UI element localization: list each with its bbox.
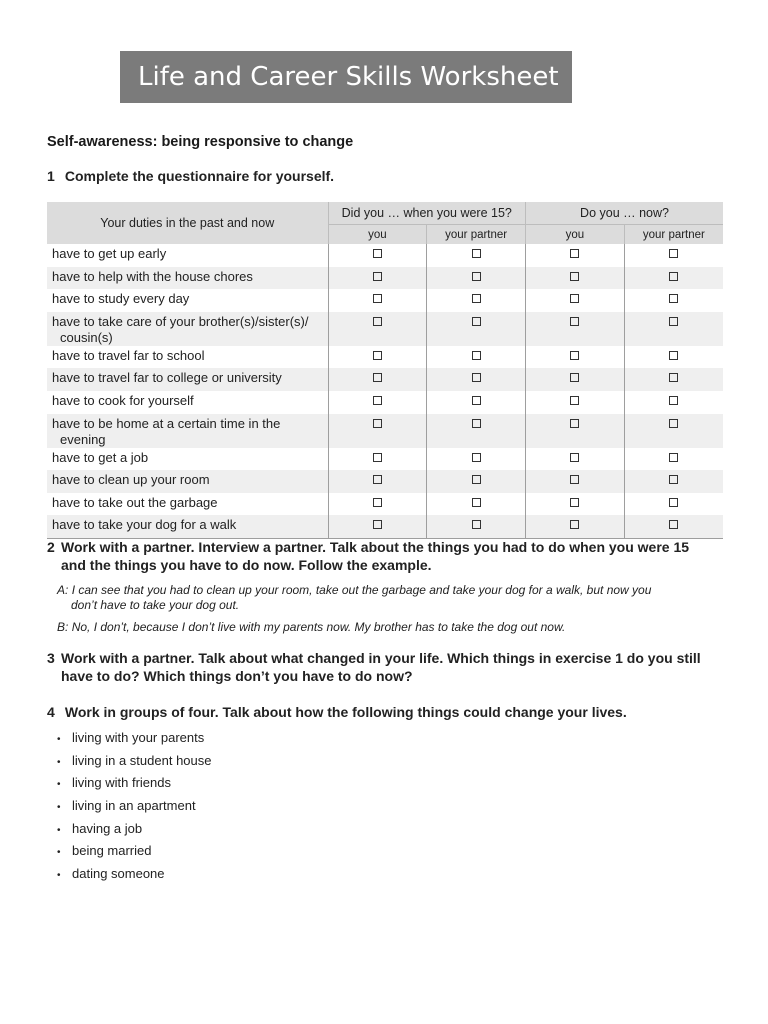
checkbox-cell-now-partner bbox=[624, 244, 723, 267]
checkbox-cell-now-you bbox=[526, 470, 625, 493]
exercise-text-line2: and the things you have to do now. Follow the example. bbox=[61, 557, 432, 573]
checkbox-cell-now-you bbox=[526, 368, 625, 391]
table-row bbox=[47, 267, 723, 290]
checkbox-cell-past-you bbox=[328, 391, 427, 414]
duty-label bbox=[47, 515, 328, 538]
exercise-text-line2: have to do? Which things don’t you have to do now? bbox=[61, 668, 413, 684]
checkbox-now-partner[interactable] bbox=[669, 294, 678, 303]
checkbox-cell-now-you bbox=[526, 267, 625, 290]
list-item-text: being married bbox=[72, 843, 152, 859]
checkbox-now-partner[interactable] bbox=[669, 272, 678, 281]
checkbox-past-partner[interactable] bbox=[472, 294, 481, 303]
example-b-line1: No, I don’t, because I don’t live with my parents now. My brother has to take the dog out now. bbox=[71, 620, 566, 634]
duty-label bbox=[47, 346, 328, 369]
checkbox-cell-now-partner bbox=[624, 267, 723, 290]
checkbox-past-partner[interactable] bbox=[472, 520, 481, 529]
worksheet-title: Life and Career Skills Worksheet bbox=[120, 51, 572, 103]
checkbox-cell-now-partner bbox=[624, 312, 723, 346]
list-item bbox=[57, 796, 211, 819]
table-row bbox=[47, 515, 723, 538]
table-row bbox=[47, 493, 723, 516]
checkbox-cell-past-you bbox=[328, 346, 427, 369]
checkbox-cell-now-you bbox=[526, 414, 625, 448]
checkbox-now-you[interactable] bbox=[570, 498, 579, 507]
duties-column-header: Your duties in the past and now bbox=[47, 202, 328, 244]
duty-label bbox=[47, 267, 328, 290]
section-heading: Self-awareness: being responsive to change bbox=[47, 134, 354, 150]
checkbox-cell-past-you bbox=[328, 289, 427, 312]
questionnaire-table bbox=[47, 202, 723, 539]
bullet-icon: • bbox=[57, 779, 61, 791]
duty-label bbox=[47, 312, 328, 346]
checkbox-cell-now-partner bbox=[624, 470, 723, 493]
table-row bbox=[47, 289, 723, 312]
checkbox-cell-now-partner bbox=[624, 368, 723, 391]
duty-label bbox=[47, 414, 328, 448]
checkbox-past-you[interactable] bbox=[373, 351, 382, 360]
checkbox-cell-now-you bbox=[526, 312, 625, 346]
checkbox-cell-now-partner bbox=[624, 289, 723, 312]
checkbox-cell-now-partner bbox=[624, 493, 723, 516]
example-a-line1: I can see that you had to clean up your room, take out the garbage and take your dog for a walk, but now you bbox=[71, 583, 652, 597]
exercise-2 bbox=[47, 538, 737, 574]
checkbox-cell-past-partner bbox=[427, 346, 526, 369]
checkbox-cell-past-you bbox=[328, 312, 427, 346]
past-you-header: you bbox=[328, 225, 427, 245]
checkbox-now-you[interactable] bbox=[570, 396, 579, 405]
duty-label bbox=[47, 289, 328, 312]
example-b bbox=[57, 620, 717, 635]
list-item bbox=[57, 819, 211, 842]
checkbox-past-partner[interactable] bbox=[472, 373, 481, 382]
checkbox-cell-past-you bbox=[328, 448, 427, 471]
checkbox-past-you[interactable] bbox=[373, 396, 382, 405]
bullet-icon: • bbox=[57, 756, 61, 768]
exercise-text: Work in groups of four. Talk about how the following things could change your lives. bbox=[64, 704, 627, 720]
duty-label bbox=[47, 244, 328, 267]
list-item-text: living with friends bbox=[72, 775, 171, 791]
bullet-icon: • bbox=[57, 847, 61, 859]
checkbox-now-partner[interactable] bbox=[669, 419, 678, 428]
exercise-number: 2 bbox=[47, 539, 55, 555]
checkbox-now-partner[interactable] bbox=[669, 453, 678, 462]
list-item-text: living in an apartment bbox=[72, 798, 196, 814]
table-row bbox=[47, 346, 723, 369]
example-a-line2: don’t have to take your dog out. bbox=[71, 598, 240, 612]
list-item bbox=[57, 841, 211, 864]
checkbox-cell-past-partner bbox=[427, 267, 526, 290]
checkbox-now-partner[interactable] bbox=[669, 396, 678, 405]
checkbox-past-partner[interactable] bbox=[472, 249, 481, 258]
checkbox-now-you[interactable] bbox=[570, 249, 579, 258]
duty-label-line1: have to clean up your room bbox=[52, 472, 210, 488]
checkbox-past-you[interactable] bbox=[373, 475, 382, 484]
duty-label-line1: have to help with the house chores bbox=[52, 268, 253, 284]
exercise-3 bbox=[47, 649, 737, 685]
checkbox-past-partner[interactable] bbox=[472, 475, 481, 484]
checkbox-cell-now-you bbox=[526, 515, 625, 538]
checkbox-past-you[interactable] bbox=[373, 498, 382, 507]
checkbox-past-partner[interactable] bbox=[472, 351, 481, 360]
duty-label-line1: have to travel far to school bbox=[52, 347, 205, 363]
list-item-text: dating someone bbox=[72, 866, 165, 882]
table-row bbox=[47, 448, 723, 471]
checkbox-now-you[interactable] bbox=[570, 419, 579, 428]
bullet-icon: • bbox=[57, 802, 61, 814]
checkbox-cell-now-you bbox=[526, 493, 625, 516]
checkbox-now-you[interactable] bbox=[570, 317, 579, 326]
now-partner-header: your partner bbox=[624, 225, 723, 245]
checkbox-past-partner[interactable] bbox=[472, 498, 481, 507]
checkbox-cell-now-partner bbox=[624, 515, 723, 538]
duty-label bbox=[47, 470, 328, 493]
exercise-text: Complete the questionnaire for yourself. bbox=[64, 168, 335, 184]
list-item-text: having a job bbox=[72, 820, 143, 836]
checkbox-cell-now-partner bbox=[624, 346, 723, 369]
checkbox-now-partner[interactable] bbox=[669, 317, 678, 326]
duty-label-line1: have to travel far to college or university bbox=[52, 370, 282, 386]
exercise-text-line1: Work with a partner. Talk about what changed in your life. Which things in exercise 1 do you still bbox=[61, 650, 701, 666]
checkbox-cell-past-partner bbox=[427, 515, 526, 538]
table-row bbox=[47, 312, 723, 346]
example-a bbox=[57, 583, 717, 613]
now-you-header: you bbox=[526, 225, 625, 245]
duty-label bbox=[47, 493, 328, 516]
list-item bbox=[57, 864, 211, 887]
checkbox-cell-past-you bbox=[328, 493, 427, 516]
checkbox-past-you[interactable] bbox=[373, 317, 382, 326]
duty-label-line2: cousin(s) bbox=[60, 329, 113, 345]
checkbox-cell-now-partner bbox=[624, 448, 723, 471]
checkbox-cell-past-you bbox=[328, 267, 427, 290]
checkbox-now-you[interactable] bbox=[570, 272, 579, 281]
table-row bbox=[47, 391, 723, 414]
list-item bbox=[57, 773, 211, 796]
checkbox-past-partner[interactable] bbox=[472, 419, 481, 428]
bullet-icon: • bbox=[57, 734, 61, 745]
exercise-text-line1: Work with a partner. Interview a partner. Talk about the things you had to do when you were 15 bbox=[61, 539, 690, 555]
checkbox-now-partner[interactable] bbox=[669, 475, 678, 484]
past-partner-header: your partner bbox=[427, 225, 526, 245]
speaker-a-label: A: bbox=[57, 583, 69, 597]
checkbox-past-you[interactable] bbox=[373, 453, 382, 462]
duty-label-line1: have to study every day bbox=[52, 291, 190, 307]
checkbox-cell-past-partner bbox=[427, 391, 526, 414]
duty-label bbox=[47, 448, 328, 471]
checkbox-cell-now-partner bbox=[624, 414, 723, 448]
checkbox-now-you[interactable] bbox=[570, 520, 579, 529]
duty-label bbox=[47, 391, 328, 414]
now-group-header: Do you … now? bbox=[526, 202, 724, 225]
duty-label-line1: have to take care of your brother(s)/sister(s)/ bbox=[52, 313, 309, 329]
duty-label bbox=[47, 368, 328, 391]
checkbox-now-you[interactable] bbox=[570, 351, 579, 360]
past-group-header: Did you … when you were 15? bbox=[328, 202, 526, 225]
checkbox-cell-past-you bbox=[328, 515, 427, 538]
checkbox-cell-now-partner bbox=[624, 391, 723, 414]
checkbox-past-partner[interactable] bbox=[472, 396, 481, 405]
checkbox-cell-now-you bbox=[526, 448, 625, 471]
speaker-b-label: B: bbox=[57, 620, 69, 634]
checkbox-now-partner[interactable] bbox=[669, 498, 678, 507]
checkbox-cell-past-partner bbox=[427, 368, 526, 391]
duty-label-line2: evening bbox=[60, 431, 106, 447]
checkbox-cell-now-you bbox=[526, 391, 625, 414]
duty-label-line1: have to get up early bbox=[52, 246, 167, 261]
duty-label-line1: have to get a job bbox=[52, 449, 149, 465]
list-item bbox=[57, 728, 211, 751]
exercise-number: 4 bbox=[47, 704, 55, 720]
checkbox-past-you[interactable] bbox=[373, 249, 382, 258]
checkbox-cell-past-you bbox=[328, 244, 427, 267]
duty-label-line1: have to take out the garbage bbox=[52, 494, 218, 510]
list-item bbox=[57, 751, 211, 774]
duty-label-line1: have to take your dog for a walk bbox=[52, 517, 237, 533]
checkbox-now-you[interactable] bbox=[570, 453, 579, 462]
exercise-4 bbox=[47, 703, 737, 721]
table-row bbox=[47, 470, 723, 493]
exercise-number: 1 bbox=[47, 168, 55, 184]
exercise-1 bbox=[47, 167, 737, 185]
checkbox-cell-now-you bbox=[526, 289, 625, 312]
checkbox-now-you[interactable] bbox=[570, 475, 579, 484]
checkbox-now-partner[interactable] bbox=[669, 351, 678, 360]
checkbox-past-you[interactable] bbox=[373, 272, 382, 281]
checkbox-now-partner[interactable] bbox=[669, 373, 678, 382]
checkbox-cell-past-partner bbox=[427, 312, 526, 346]
checkbox-cell-past-you bbox=[328, 470, 427, 493]
checkbox-past-partner[interactable] bbox=[472, 453, 481, 462]
checkbox-cell-past-you bbox=[328, 414, 427, 448]
checkbox-cell-past-partner bbox=[427, 244, 526, 267]
checkbox-now-you[interactable] bbox=[570, 373, 579, 382]
checkbox-cell-past-partner bbox=[427, 414, 526, 448]
checkbox-cell-past-partner bbox=[427, 493, 526, 516]
exercise-number: 3 bbox=[47, 650, 55, 666]
checkbox-cell-now-you bbox=[526, 244, 625, 267]
checkbox-past-partner[interactable] bbox=[472, 272, 481, 281]
checkbox-past-you[interactable] bbox=[373, 520, 382, 529]
bullet-list bbox=[57, 728, 211, 887]
bullet-icon: • bbox=[57, 870, 61, 882]
bullet-icon: • bbox=[57, 824, 61, 836]
checkbox-cell-past-partner bbox=[427, 289, 526, 312]
table-row bbox=[47, 414, 723, 448]
checkbox-cell-past-you bbox=[328, 368, 427, 391]
checkbox-now-partner[interactable] bbox=[669, 520, 678, 529]
checkbox-past-you[interactable] bbox=[373, 373, 382, 382]
list-item-text: living with your parents bbox=[72, 730, 205, 745]
checkbox-past-you[interactable] bbox=[373, 419, 382, 428]
duty-label-line1: have to be home at a certain time in the bbox=[52, 415, 281, 431]
checkbox-cell-past-partner bbox=[427, 448, 526, 471]
checkbox-now-you[interactable] bbox=[570, 294, 579, 303]
checkbox-cell-past-partner bbox=[427, 470, 526, 493]
checkbox-now-partner[interactable] bbox=[669, 249, 678, 258]
checkbox-past-you[interactable] bbox=[373, 294, 382, 303]
list-item-text: living in a student house bbox=[72, 752, 212, 768]
table-row bbox=[47, 368, 723, 391]
checkbox-cell-now-you bbox=[526, 346, 625, 369]
duty-label-line1: have to cook for yourself bbox=[52, 392, 194, 408]
checkbox-past-partner[interactable] bbox=[472, 317, 481, 326]
table-row bbox=[47, 244, 723, 267]
